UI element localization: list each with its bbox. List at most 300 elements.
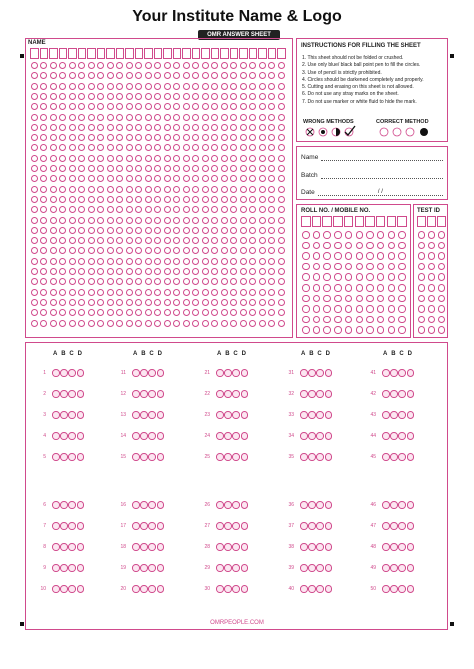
name-bubble[interactable] [59,134,66,141]
name-bubble[interactable] [173,165,180,172]
name-bubble[interactable] [97,278,104,285]
answer-bubble[interactable] [382,585,390,593]
roll-bubble[interactable] [366,316,374,324]
name-bubble[interactable] [230,268,237,275]
roll-bubble[interactable] [366,242,374,250]
name-bubble[interactable] [88,62,95,69]
name-bubble[interactable] [221,175,228,182]
name-bubble[interactable] [31,206,38,213]
answer-bubble[interactable] [325,564,333,572]
answer-bubble[interactable] [398,543,406,551]
roll-bubble[interactable] [388,305,396,313]
name-bubble[interactable] [202,258,209,265]
name-bubble[interactable] [50,134,57,141]
name-bubble[interactable] [192,247,199,254]
name-bubble[interactable] [164,72,171,79]
name-bubble[interactable] [145,155,152,162]
name-bubble[interactable] [202,196,209,203]
name-bubble[interactable] [249,289,256,296]
answer-bubble[interactable] [77,369,85,377]
name-bubble[interactable] [116,258,123,265]
name-bubble[interactable] [183,175,190,182]
answer-bubble[interactable] [68,585,76,593]
answer-bubble[interactable] [300,369,308,377]
name-bubble[interactable] [126,196,133,203]
test-id-bubble[interactable] [418,284,426,292]
answer-bubble[interactable] [241,522,249,530]
name-letter-box[interactable] [30,48,39,59]
answer-bubble[interactable] [398,369,406,377]
name-bubble[interactable] [145,175,152,182]
test-id-bubble[interactable] [428,316,436,324]
name-bubble[interactable] [116,289,123,296]
name-bubble[interactable] [40,289,47,296]
name-bubble[interactable] [97,217,104,224]
name-bubble[interactable] [202,124,209,131]
name-bubble[interactable] [164,206,171,213]
answer-bubble[interactable] [216,411,224,419]
name-bubble[interactable] [88,247,95,254]
name-bubble[interactable] [69,186,76,193]
name-bubble[interactable] [145,72,152,79]
name-bubble[interactable] [221,165,228,172]
name-bubble[interactable] [59,144,66,151]
answer-bubble[interactable] [390,585,398,593]
answer-bubble[interactable] [325,453,333,461]
name-bubble[interactable] [183,114,190,121]
answer-bubble[interactable] [148,390,156,398]
answer-bubble[interactable] [407,501,415,509]
name-bubble[interactable] [164,186,171,193]
name-bubble[interactable] [173,93,180,100]
name-letter-box[interactable] [239,48,248,59]
name-bubble[interactable] [50,227,57,234]
roll-bubble[interactable] [302,295,310,303]
name-bubble[interactable] [40,144,47,151]
name-bubble[interactable] [31,268,38,275]
name-bubble[interactable] [164,144,171,151]
name-bubble[interactable] [230,134,237,141]
name-bubble[interactable] [240,165,247,172]
roll-bubble[interactable] [323,326,331,334]
name-bubble[interactable] [249,258,256,265]
answer-bubble[interactable] [390,390,398,398]
name-bubble[interactable] [88,93,95,100]
name-bubble[interactable] [268,62,275,69]
name-bubble[interactable] [240,289,247,296]
roll-bubble[interactable] [366,305,374,313]
name-bubble[interactable] [154,217,161,224]
roll-bubble[interactable] [302,252,310,260]
answer-bubble[interactable] [398,432,406,440]
name-bubble[interactable] [183,186,190,193]
name-letter-box[interactable] [163,48,172,59]
name-bubble[interactable] [230,175,237,182]
name-bubble[interactable] [107,62,114,69]
test-id-digit-box[interactable] [417,216,426,227]
roll-bubble[interactable] [302,273,310,281]
roll-bubble[interactable] [377,284,385,292]
name-bubble[interactable] [88,309,95,316]
name-bubble[interactable] [164,134,171,141]
name-bubble[interactable] [173,309,180,316]
name-bubble[interactable] [88,299,95,306]
name-bubble[interactable] [164,237,171,244]
answer-bubble[interactable] [382,522,390,530]
name-bubble[interactable] [69,175,76,182]
name-bubble[interactable] [31,83,38,90]
answer-bubble[interactable] [52,369,60,377]
roll-digit-box[interactable] [344,216,354,227]
name-bubble[interactable] [211,309,218,316]
name-bubble[interactable] [126,299,133,306]
name-bubble[interactable] [116,196,123,203]
name-bubble[interactable] [107,217,114,224]
answer-bubble[interactable] [157,543,165,551]
name-bubble[interactable] [135,124,142,131]
name-bubble[interactable] [230,206,237,213]
answer-bubble[interactable] [148,369,156,377]
answer-bubble[interactable] [407,522,415,530]
name-bubble[interactable] [69,258,76,265]
answer-bubble[interactable] [148,501,156,509]
answer-bubble[interactable] [382,432,390,440]
answer-bubble[interactable] [398,501,406,509]
name-bubble[interactable] [107,309,114,316]
name-bubble[interactable] [173,289,180,296]
name-bubble[interactable] [31,93,38,100]
name-bubble[interactable] [183,247,190,254]
name-bubble[interactable] [278,103,285,110]
answer-bubble[interactable] [241,369,249,377]
answer-bubble[interactable] [224,432,232,440]
name-bubble[interactable] [259,237,266,244]
answer-bubble[interactable] [316,501,324,509]
answer-bubble[interactable] [157,369,165,377]
name-bubble[interactable] [116,114,123,121]
answer-bubble[interactable] [325,543,333,551]
name-bubble[interactable] [173,206,180,213]
name-bubble[interactable] [183,278,190,285]
name-bubble[interactable] [278,289,285,296]
answer-bubble[interactable] [232,411,240,419]
answer-bubble[interactable] [382,453,390,461]
name-bubble[interactable] [183,237,190,244]
roll-digit-box[interactable] [387,216,397,227]
name-bubble[interactable] [202,93,209,100]
name-bubble[interactable] [249,103,256,110]
name-bubble[interactable] [249,93,256,100]
name-bubble[interactable] [192,217,199,224]
name-letter-box[interactable] [135,48,144,59]
name-bubble[interactable] [69,62,76,69]
name-bubble[interactable] [230,124,237,131]
name-bubble[interactable] [126,227,133,234]
name-bubble[interactable] [249,155,256,162]
name-bubble[interactable] [192,103,199,110]
name-bubble[interactable] [259,258,266,265]
answer-bubble[interactable] [68,543,76,551]
name-bubble[interactable] [145,227,152,234]
name-bubble[interactable] [154,165,161,172]
roll-bubble[interactable] [345,263,353,271]
name-bubble[interactable] [192,93,199,100]
name-bubble[interactable] [268,268,275,275]
name-bubble[interactable] [31,196,38,203]
name-bubble[interactable] [249,206,256,213]
name-bubble[interactable] [97,62,104,69]
name-bubble[interactable] [145,299,152,306]
answer-bubble[interactable] [398,411,406,419]
name-bubble[interactable] [230,144,237,151]
name-bubble[interactable] [78,93,85,100]
name-bubble[interactable] [202,289,209,296]
name-bubble[interactable] [278,247,285,254]
name-bubble[interactable] [31,186,38,193]
name-bubble[interactable] [164,93,171,100]
roll-bubble[interactable] [302,284,310,292]
name-bubble[interactable] [40,206,47,213]
test-id-bubble[interactable] [418,305,426,313]
name-bubble[interactable] [126,103,133,110]
name-bubble[interactable] [164,309,171,316]
name-bubble[interactable] [59,278,66,285]
name-bubble[interactable] [183,289,190,296]
name-bubble[interactable] [240,186,247,193]
name-bubble[interactable] [240,217,247,224]
answer-bubble[interactable] [140,564,148,572]
name-bubble[interactable] [59,227,66,234]
name-bubble[interactable] [221,227,228,234]
name-bubble[interactable] [249,83,256,90]
name-bubble[interactable] [230,62,237,69]
answer-bubble[interactable] [308,369,316,377]
name-bubble[interactable] [240,247,247,254]
name-bubble[interactable] [221,247,228,254]
name-bubble[interactable] [69,309,76,316]
answer-bubble[interactable] [325,585,333,593]
name-bubble[interactable] [211,186,218,193]
name-bubble[interactable] [240,62,247,69]
name-bubble[interactable] [230,114,237,121]
name-bubble[interactable] [116,72,123,79]
name-bubble[interactable] [145,278,152,285]
name-bubble[interactable] [145,144,152,151]
name-bubble[interactable] [107,278,114,285]
answer-bubble[interactable] [52,432,60,440]
name-bubble[interactable] [154,134,161,141]
name-bubble[interactable] [145,93,152,100]
name-bubble[interactable] [278,134,285,141]
name-bubble[interactable] [249,165,256,172]
name-bubble[interactable] [126,309,133,316]
name-bubble[interactable] [69,217,76,224]
name-bubble[interactable] [126,289,133,296]
name-bubble[interactable] [154,114,161,121]
answer-bubble[interactable] [216,585,224,593]
answer-bubble[interactable] [68,564,76,572]
name-bubble[interactable] [40,165,47,172]
answer-bubble[interactable] [382,543,390,551]
name-bubble[interactable] [240,258,247,265]
answer-bubble[interactable] [407,585,415,593]
name-bubble[interactable] [211,124,218,131]
name-bubble[interactable] [69,72,76,79]
name-bubble[interactable] [221,83,228,90]
name-bubble[interactable] [50,268,57,275]
name-bubble[interactable] [278,83,285,90]
test-id-bubble[interactable] [438,305,446,313]
answer-bubble[interactable] [300,390,308,398]
name-bubble[interactable] [164,278,171,285]
name-bubble[interactable] [126,144,133,151]
name-bubble[interactable] [240,237,247,244]
name-bubble[interactable] [59,268,66,275]
name-bubble[interactable] [40,268,47,275]
roll-bubble[interactable] [345,231,353,239]
name-bubble[interactable] [278,175,285,182]
name-bubble[interactable] [240,83,247,90]
answer-bubble[interactable] [232,432,240,440]
name-bubble[interactable] [126,124,133,131]
name-bubble[interactable] [135,278,142,285]
name-bubble[interactable] [126,278,133,285]
name-bubble[interactable] [183,144,190,151]
answer-bubble[interactable] [308,432,316,440]
name-bubble[interactable] [145,309,152,316]
answer-bubble[interactable] [216,564,224,572]
test-id-bubble[interactable] [418,295,426,303]
name-bubble[interactable] [50,258,57,265]
name-bubble[interactable] [78,62,85,69]
name-bubble[interactable] [116,175,123,182]
name-bubble[interactable] [69,289,76,296]
name-bubble[interactable] [249,237,256,244]
roll-bubble[interactable] [334,263,342,271]
name-bubble[interactable] [202,237,209,244]
name-bubble[interactable] [240,114,247,121]
name-bubble[interactable] [78,227,85,234]
name-bubble[interactable] [59,217,66,224]
name-bubble[interactable] [221,268,228,275]
answer-bubble[interactable] [60,543,68,551]
name-bubble[interactable] [154,155,161,162]
answer-bubble[interactable] [216,501,224,509]
name-bubble[interactable] [50,62,57,69]
name-bubble[interactable] [268,155,275,162]
answer-bubble[interactable] [77,522,85,530]
name-bubble[interactable] [31,175,38,182]
answer-bubble[interactable] [308,501,316,509]
roll-bubble[interactable] [366,326,374,334]
roll-digit-box[interactable] [355,216,365,227]
name-bubble[interactable] [268,124,275,131]
name-bubble[interactable] [88,237,95,244]
answer-bubble[interactable] [241,390,249,398]
name-bubble[interactable] [230,278,237,285]
name-bubble[interactable] [107,268,114,275]
name-bubble[interactable] [192,124,199,131]
answer-bubble[interactable] [157,564,165,572]
name-bubble[interactable] [230,237,237,244]
name-bubble[interactable] [268,83,275,90]
name-bubble[interactable] [116,144,123,151]
name-bubble[interactable] [50,144,57,151]
name-letter-box[interactable] [173,48,182,59]
name-bubble[interactable] [78,134,85,141]
name-bubble[interactable] [221,217,228,224]
name-bubble[interactable] [259,93,266,100]
name-bubble[interactable] [211,258,218,265]
name-bubble[interactable] [50,155,57,162]
answer-bubble[interactable] [140,453,148,461]
name-bubble[interactable] [97,155,104,162]
name-bubble[interactable] [164,320,171,327]
name-bubble[interactable] [40,217,47,224]
answer-bubble[interactable] [52,564,60,572]
name-bubble[interactable] [40,237,47,244]
roll-bubble[interactable] [366,252,374,260]
answer-bubble[interactable] [60,411,68,419]
name-bubble[interactable] [268,114,275,121]
name-bubble[interactable] [202,247,209,254]
roll-bubble[interactable] [366,284,374,292]
name-bubble[interactable] [240,103,247,110]
name-bubble[interactable] [116,62,123,69]
answer-bubble[interactable] [232,522,240,530]
name-bubble[interactable] [230,155,237,162]
name-bubble[interactable] [78,103,85,110]
name-bubble[interactable] [230,83,237,90]
name-bubble[interactable] [50,289,57,296]
name-bubble[interactable] [202,309,209,316]
name-bubble[interactable] [221,144,228,151]
roll-bubble[interactable] [366,273,374,281]
name-bubble[interactable] [268,165,275,172]
name-bubble[interactable] [97,93,104,100]
name-bubble[interactable] [183,196,190,203]
name-bubble[interactable] [240,227,247,234]
name-bubble[interactable] [183,227,190,234]
answer-bubble[interactable] [52,585,60,593]
name-bubble[interactable] [135,175,142,182]
name-bubble[interactable] [192,83,199,90]
name-bubble[interactable] [145,247,152,254]
name-bubble[interactable] [192,237,199,244]
name-bubble[interactable] [173,299,180,306]
name-bubble[interactable] [192,278,199,285]
answer-bubble[interactable] [157,501,165,509]
roll-bubble[interactable] [302,305,310,313]
name-bubble[interactable] [240,309,247,316]
name-bubble[interactable] [107,258,114,265]
name-bubble[interactable] [50,237,57,244]
name-letter-box[interactable] [182,48,191,59]
name-bubble[interactable] [154,237,161,244]
roll-bubble[interactable] [313,231,321,239]
answer-bubble[interactable] [232,369,240,377]
name-bubble[interactable] [88,114,95,121]
answer-bubble[interactable] [232,453,240,461]
name-bubble[interactable] [211,289,218,296]
name-bubble[interactable] [145,62,152,69]
name-bubble[interactable] [221,62,228,69]
roll-bubble[interactable] [302,231,310,239]
name-bubble[interactable] [259,309,266,316]
name-bubble[interactable] [259,206,266,213]
answer-bubble[interactable] [382,564,390,572]
name-bubble[interactable] [116,309,123,316]
